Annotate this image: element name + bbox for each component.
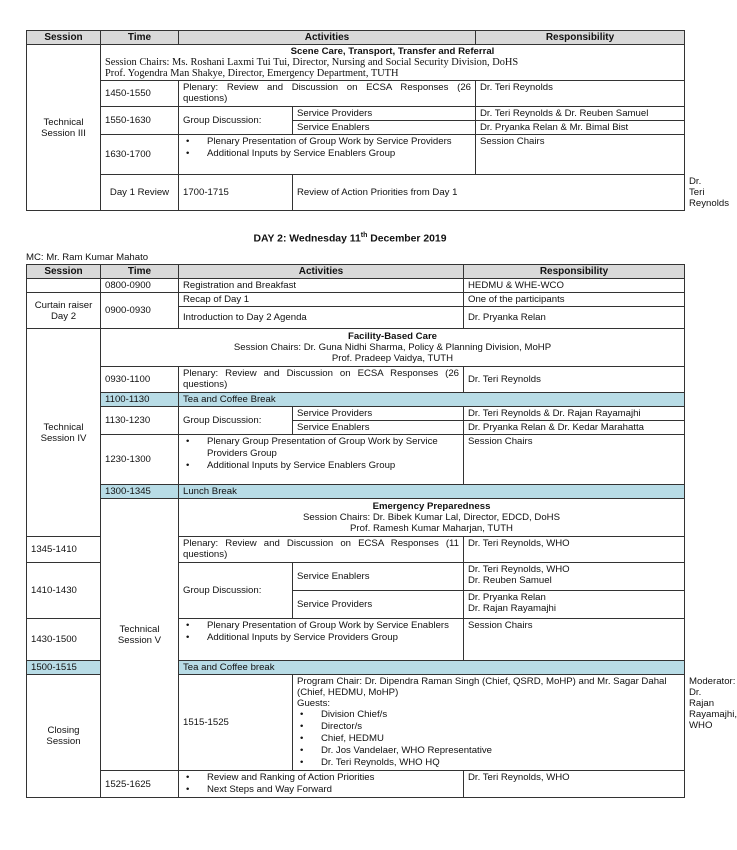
session-technical-iv: Technical Session IV — [27, 329, 101, 537]
bullet-item: • Next Steps and Way Forward — [183, 784, 459, 796]
time-cell: 1525-1625 — [101, 771, 179, 798]
responsibility-cell: Session Chairs — [476, 135, 685, 175]
day2-heading — [0, 232, 700, 244]
bullet-item: • Chief, HEDMU — [297, 733, 680, 745]
group-service-enablers: Service Enablers — [293, 421, 464, 435]
program-chair: Program Chair: Dr. Dipendra Raman Singh (Chief, QSRD, MoHP) and Mr. Sagar Dahal (Chief, HEDMU, MoHP) — [297, 676, 667, 698]
time-cell: 1300-1345 — [101, 485, 179, 499]
group-service-enablers: Service Enablers — [293, 563, 464, 591]
responsibility-cell — [464, 563, 685, 591]
responsibility-cell: Dr. Teri Reynolds & Dr. Reuben Samuel — [476, 107, 685, 121]
group-discussion-label: Group Discussion: — [179, 407, 293, 435]
session-chairs-line-2: Prof. Ramesh Kumar Maharjan, TUTH — [350, 523, 513, 534]
time-cell: 0900-0930 — [101, 293, 179, 329]
bullet-item: • Additional Inputs by Service Enablers Group — [183, 460, 459, 472]
day2-schedule-table: Session Time Activities Responsibility 0800-0900 Registration and Breakfast HEDMU & WHE-WCO Curtain raiser Day 2 0900-0930 Recap of Day 1 One of the participants Introduction to Day 2 Agenda Dr. Pryanka Relan Technical Session IV Facility-Based Care Session Chairs: Dr. Guna Nidhi Sharma, Policy & Planning Division, MoHP Prof. Pradeep Vaidya, TUTH 0930-1100 Plenary: Review and Discussion on ECSA Responses (26 questions) Dr. Teri Reynolds 1100-1130 Tea and Coffee Break 1130-1230 Group Discussion: Service Providers Dr. Teri Reynolds & Dr. Rajan Rayamajhi Service Enablers Dr. Pryanka Relan & Dr. Kedar Marahatta 1230-1300 • Plenary Group Presentation of Group Work by Service Providers Group • Additional Inputs by Service Enablers Group Session Chairs 1300-1345 Lunch Break Technical Session V Emergency Preparedness Session Chairs: Dr. Bibek Kumar Lal, Director, EDCD, DoHS Prof. Ramesh Kumar Maharjan, TUTH 1345-1410 Plenary: Review and Discussion on ECSA Responses (11 questions) Dr. Teri Reynolds, WHO 1410-1430 Group Discussion: Service Enablers Dr. Teri Reynolds, WHO Dr. Reuben Samuel Service Providers Dr. Pryanka Relan Dr. Rajan Rayamajhi 1430-1500 • Plenary Presentation of Group Work by Service Enablers • Additional Inputs by Service Providers Group Session Chairs 1500-1515 Tea and Coffee break Closing Session 1515-1525 Program Chair: Dr. Dipendra Raman Singh (Chief, QSRD, MoHP) and Mr. Sagar Dahal (Chief, HEDMU, MoHP) Guests: • Division Chief/s • Director/s • Chief, HEDMU • Dr. Jos Vandelaer, WHO Representative • Dr. Teri Reynolds, WHO HQ Moderator: Dr. Rajan Rayamajhi, WHO 1525-1625 • Review and Ranking of Action Priorities • Next Steps and Way Forward Dr. Teri Reynolds, WHO — [26, 264, 685, 798]
mc-line: MC: Mr. Ram Kumar Mahato — [26, 252, 149, 263]
responsibility-cell: Dr. Pryanka Relan — [464, 307, 685, 329]
break-cell: Lunch Break — [179, 485, 685, 499]
header-time: Time — [101, 31, 179, 45]
activity-cell: Plenary: Review and Discussion on ECSA Responses (26 questions) — [179, 367, 464, 393]
section-header-scene-care — [101, 45, 685, 81]
activity-cell: Plenary: Review and Discussion on ECSA Responses (11 questions) — [179, 537, 464, 563]
section-header-facility-based-care — [101, 329, 685, 367]
section-title: Emergency Preparedness — [372, 501, 491, 512]
break-cell: Tea and Coffee break — [179, 661, 685, 675]
activity-cell — [179, 619, 464, 661]
time-cell: 1630-1700 — [101, 135, 179, 175]
bullet-item: • Plenary Group Presentation of Group Work by Service Providers Group — [183, 436, 459, 460]
session-chairs-line-1: Session Chairs: Ms. Roshani Laxmi Tui Tui, Director, Nursing and Social Security Division, DoHS — [105, 57, 519, 68]
day2-heading-sup: th — [360, 232, 368, 239]
group-discussion-label: Group Discussion: — [179, 563, 293, 619]
session-technical-v: Technical Session V — [101, 499, 179, 771]
responsibility-cell: Dr. Teri Reynolds — [476, 81, 685, 107]
group-service-providers: Service Providers — [293, 407, 464, 421]
session-chairs-line-2: Prof. Yogendra Man Shakye, Director, Emergency Department, TUTH — [105, 68, 399, 79]
day1-schedule-body: Session Time Activities Responsibility Technical Session III Scene Care, Transport, Transfer and Referral Session Chairs: Ms. Roshani Laxmi Tui Tui, Director, Nursing and Social Security Division, DoHS Prof. Yogendra Man Shakye, Director, Emergency Department, TUTH 1450-1550 Plenary: Review and Discussion on ECSA Responses (26 questions) Dr. Teri Reynolds 1550-1630 Group Discussion: Service Providers Dr. Teri Reynolds & Dr. Reuben Samuel Service Enablers Dr. Pryanka Relan & Mr. Bimal Bist 1630-1700 • Plenary Presentation of Group Work by Service Providers • Additional Inputs by Service Enablers Group Session Chairs Day 1 Review 1700-1715 Review of Action Priorities from Day 1 Dr. Teri Reynolds — [26, 30, 685, 211]
activity-cell: Review of Action Priorities from Day 1 — [293, 175, 685, 211]
session-curtain-raiser: Curtain raiser Day 2 — [27, 293, 101, 329]
activity-cell: Plenary: Review and Discussion on ECSA Responses (26 questions) — [179, 81, 476, 107]
time-cell: 1500-1515 — [27, 661, 101, 675]
session-closing: Closing Session — [27, 675, 101, 798]
responsibility-cell: Dr. Teri Reynolds, WHO — [464, 771, 685, 798]
responsibility-cell: HEDMU & WHE-WCO — [464, 279, 685, 293]
responsibility-line: Dr. Reuben Samuel — [468, 575, 552, 586]
time-cell: 1515-1525 — [179, 675, 293, 771]
bullet-item: • Plenary Presentation of Group Work by Service Providers — [183, 136, 471, 148]
section-title: Facility-Based Care — [347, 331, 438, 342]
time-cell: 1450-1550 — [101, 81, 179, 107]
day2-heading-text: DAY 2: Wednesday 11 — [253, 233, 361, 245]
activity-cell — [179, 135, 476, 175]
responsibility-cell: Session Chairs — [464, 435, 685, 485]
header-activities: Activities — [179, 31, 476, 45]
responsibility-line: Dr. Rajan Rayamajhi — [468, 603, 556, 614]
bullet-item: • Additional Inputs by Service Providers Group — [183, 632, 459, 644]
time-cell: 1230-1300 — [101, 435, 179, 485]
responsibility-cell: Dr. Teri Reynolds — [464, 367, 685, 393]
time-cell: 0800-0900 — [101, 279, 179, 293]
responsibility-cell: Session Chairs — [464, 619, 685, 661]
activity-cell — [179, 435, 464, 485]
bullet-item: • Dr. Teri Reynolds, WHO HQ — [297, 757, 680, 769]
activity-cell — [179, 771, 464, 798]
group-service-enablers: Service Enablers — [293, 121, 476, 135]
section-title: Scene Care, Transport, Transfer and Referral — [290, 46, 495, 57]
time-cell: 1100-1130 — [101, 393, 179, 407]
activity-cell — [293, 675, 685, 771]
activity-cell: Registration and Breakfast — [179, 279, 464, 293]
bullet-item: • Plenary Presentation of Group Work by Service Enablers — [183, 620, 459, 632]
header-session: Session — [27, 265, 101, 279]
bullet-item: • Division Chief/s — [297, 709, 680, 721]
time-cell: 1130-1230 — [101, 407, 179, 435]
responsibility-cell: Dr. Teri Reynolds, WHO — [464, 537, 685, 563]
time-cell: 1700-1715 — [179, 175, 293, 211]
header-responsibility: Responsibility — [464, 265, 685, 279]
group-service-providers: Service Providers — [293, 591, 464, 619]
responsibility-cell: Dr. Teri Reynolds & Dr. Rajan Rayamajhi — [464, 407, 685, 421]
time-cell: 1430-1500 — [27, 619, 101, 661]
time-cell: 1410-1430 — [27, 563, 101, 619]
responsibility-line: Dr. Pryanka Relan — [468, 592, 546, 603]
day2-heading-date: December 2019 — [367, 233, 447, 245]
bullet-item: • Additional Inputs by Service Enablers Group — [183, 148, 471, 160]
bullet-item: • Dr. Jos Vandelaer, WHO Representative — [297, 745, 680, 757]
session-cell-empty — [27, 279, 101, 293]
section-header-emergency-preparedness — [179, 499, 685, 537]
group-service-providers: Service Providers — [293, 107, 476, 121]
break-cell: Tea and Coffee Break — [179, 393, 685, 407]
responsibility-cell: Dr. Pryanka Relan & Dr. Kedar Marahatta — [464, 421, 685, 435]
time-cell: 1345-1410 — [27, 537, 101, 563]
activity-cell: Introduction to Day 2 Agenda — [179, 307, 464, 329]
group-discussion-label: Group Discussion: — [179, 107, 293, 135]
time-cell: 0930-1100 — [101, 367, 179, 393]
responsibility-cell: Dr. Pryanka Relan & Mr. Bimal Bist — [476, 121, 685, 135]
responsibility-cell: One of the participants — [464, 293, 685, 307]
header-responsibility: Responsibility — [476, 31, 685, 45]
session-chairs-line-1: Session Chairs: Dr. Guna Nidhi Sharma, Policy & Planning Division, MoHP — [233, 342, 552, 353]
bullet-item: • Review and Ranking of Action Priorities — [183, 772, 459, 784]
header-activities: Activities — [179, 265, 464, 279]
header-time: Time — [101, 265, 179, 279]
session-technical-iii: Technical Session III — [27, 45, 101, 211]
session-chairs-line-1: Session Chairs: Dr. Bibek Kumar Lal, Director, EDCD, DoHS — [303, 512, 560, 523]
activity-cell: Recap of Day 1 — [179, 293, 464, 307]
guests-label: Guests: — [297, 698, 331, 709]
header-session: Session — [27, 31, 101, 45]
responsibility-line: Dr. Teri Reynolds, WHO — [468, 564, 570, 575]
responsibility-cell — [464, 591, 685, 619]
session-chairs-line-2: Prof. Pradeep Vaidya, TUTH — [331, 353, 454, 364]
time-cell: 1550-1630 — [101, 107, 179, 135]
session-day1-review: Day 1 Review — [101, 175, 179, 211]
bullet-item: • Director/s — [297, 721, 680, 733]
